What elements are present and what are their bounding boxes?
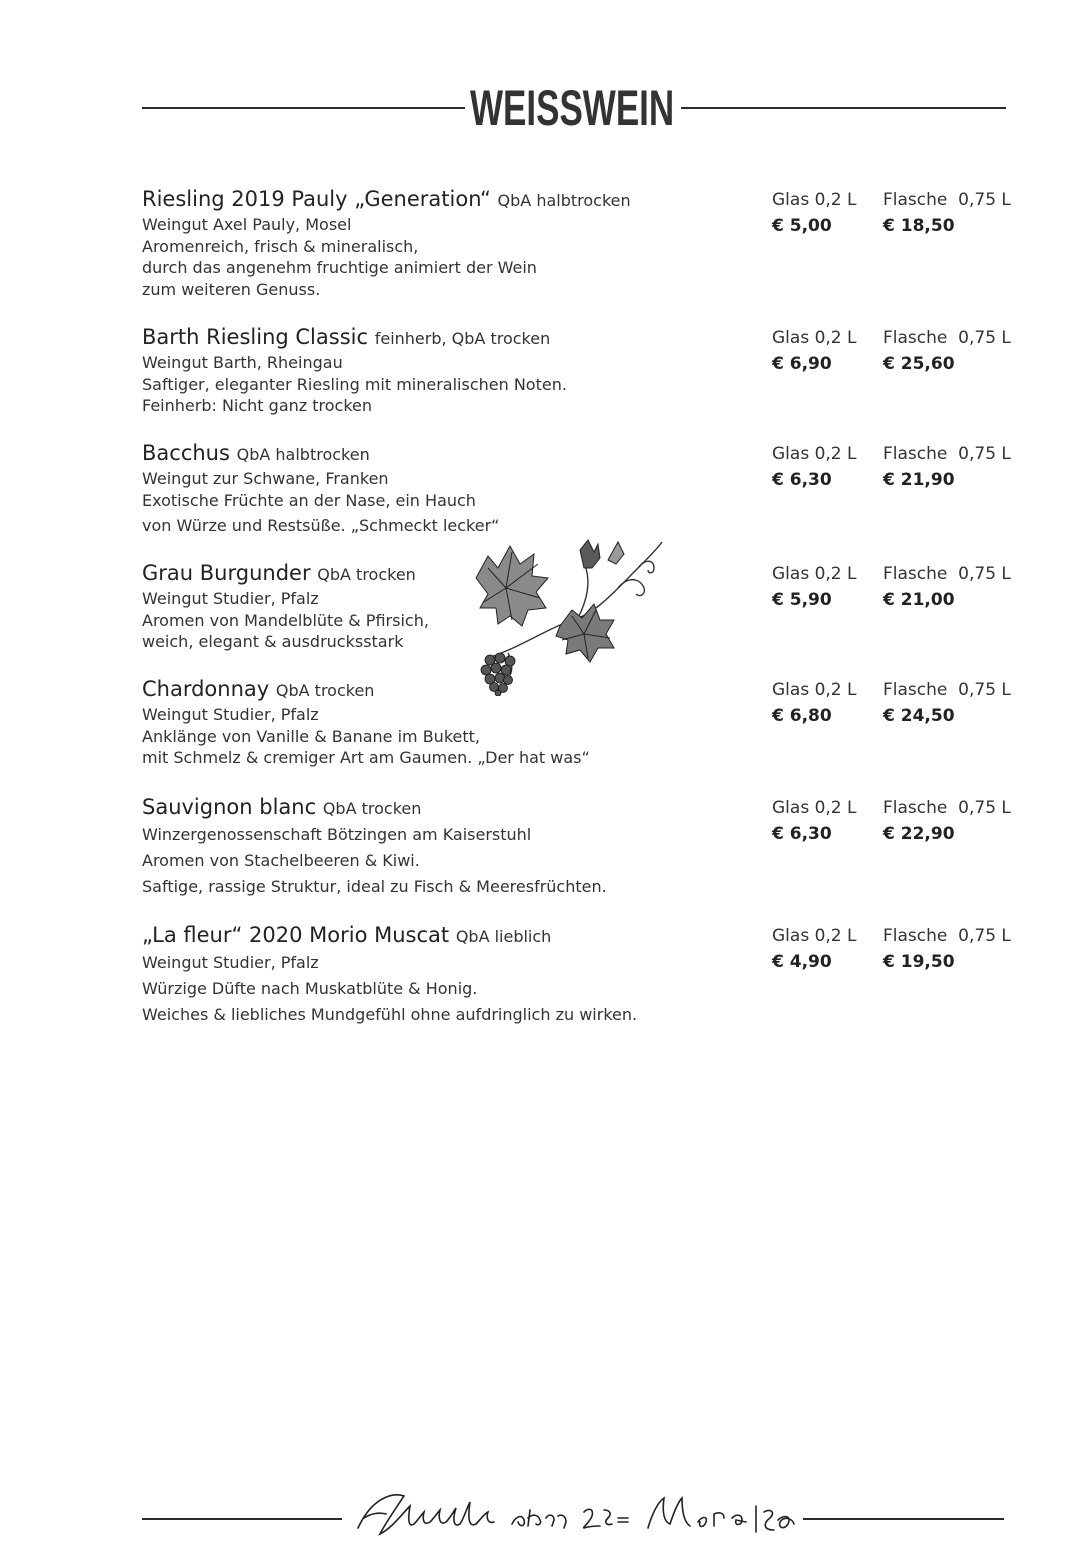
wine-quality: QbA trocken [317, 565, 416, 584]
tasting-note-line: Anklänge von Vanille & Banane im Bukett, [142, 726, 480, 746]
winery-line: Weingut Barth, Rheingau [142, 353, 343, 372]
wine-quality: QbA halbtrocken [497, 191, 631, 210]
winery-line: Weingut Studier, Pfalz [142, 589, 319, 608]
bottle-price: € 21,00 [883, 590, 955, 610]
tasting-note-line: weich, elegant & ausdrucksstark [142, 632, 404, 651]
wine-quality: QbA trocken [322, 799, 422, 818]
tasting-note-line: Aromen von Mandelblüte & Pfirsich, [142, 610, 429, 630]
glass-price-column [772, 797, 857, 845]
winery-line: Weingut Axel Pauly, Mosel [142, 215, 352, 234]
wine-name: Sauvignon blanc [142, 795, 317, 819]
winery-line: Winzergenossenschaft Bötzingen am Kaiserstuhl [142, 825, 532, 844]
bottle-price-column [883, 189, 1011, 237]
tasting-note-line: Aromenreich, frisch & mineralisch, [142, 236, 419, 256]
footer-rule-right [803, 1518, 1004, 1520]
bottle-size-label: Flasche 0,75 L [883, 798, 1011, 818]
wine-name: Bacchus [142, 441, 230, 465]
glass-size-label: Glas 0,2 L [772, 798, 857, 818]
tasting-note-line: Saftiger, eleganter Riesling mit mineralischen Noten. [142, 374, 567, 394]
bottle-price-column [883, 563, 1011, 611]
bottle-price: € 18,50 [883, 216, 955, 236]
bottle-price-column [883, 797, 1011, 845]
grapevine-illustration [468, 528, 664, 696]
glass-price-column [772, 189, 857, 237]
tasting-note-line: Weiches & liebliches Mundgefühl ohne aufdringlich zu wirken. [142, 1005, 638, 1024]
glass-price: € 6,90 [772, 354, 832, 374]
wine-name: Riesling 2019 Pauly „Generation“ [142, 187, 491, 211]
wine-quality: QbA trocken [275, 681, 375, 700]
winery-line: Weingut zur Schwane, Franken [142, 469, 389, 488]
bottle-size-label: Flasche 0,75 L [883, 444, 1011, 464]
winery-line: Weingut Studier, Pfalz [142, 705, 319, 724]
bottle-price: € 25,60 [883, 354, 955, 374]
wine-quality: QbA lieblich [455, 927, 552, 946]
glass-price-column [772, 679, 857, 727]
tasting-note-line: zum weiteren Genuss. [142, 279, 321, 299]
tasting-note-line: Aromen von Stachelbeeren & Kiwi. [142, 851, 420, 870]
bottle-price-column [883, 679, 1011, 727]
glass-size-label: Glas 0,2 L [772, 328, 857, 348]
bottle-size-label: Flasche 0,75 L [883, 190, 1011, 210]
bottle-price-column [883, 327, 1011, 375]
wine-entry [142, 186, 1082, 299]
glass-price-column [772, 327, 857, 375]
bottle-price: € 22,90 [883, 824, 955, 844]
header-rule-left [142, 107, 465, 109]
glass-size-label: Glas 0,2 L [772, 444, 857, 464]
wine-entry [142, 440, 1082, 535]
glass-size-label: Glas 0,2 L [772, 564, 857, 584]
tasting-note-line: Saftige, rassige Struktur, ideal zu Fisch & Meeresfrüchten. [142, 877, 607, 896]
glass-price-column [772, 925, 857, 973]
bottle-size-label: Flasche 0,75 L [883, 328, 1011, 348]
glass-price: € 6,30 [772, 470, 832, 490]
wine-quality: QbA halbtrocken [236, 445, 370, 464]
wine-entry [142, 922, 1082, 1024]
wine-name: Chardonnay [142, 677, 270, 701]
glass-price: € 6,80 [772, 706, 832, 726]
bottle-price: € 19,50 [883, 952, 955, 972]
wine-entry [142, 794, 1082, 896]
header-rule-right [681, 107, 1006, 109]
bottle-price: € 24,50 [883, 706, 955, 726]
bottle-price-column [883, 443, 1011, 491]
tasting-note-line: Würzige Düfte nach Muskatblüte & Honig. [142, 979, 478, 998]
signature-illustration [352, 1488, 797, 1544]
wine-entry [142, 324, 1082, 415]
glass-price-column [772, 443, 857, 491]
wine-quality: feinherb, QbA trocken [374, 329, 551, 348]
tasting-note-line: Exotische Früchte an der Nase, ein Hauch [142, 490, 476, 510]
wine-name: Grau Burgunder [142, 561, 311, 585]
bottle-price: € 21,90 [883, 470, 955, 490]
wine-name: Barth Riesling Classic [142, 325, 369, 349]
tasting-note-line: durch das angenehm fruchtige animiert der Wein [142, 258, 537, 277]
bottle-price-column [883, 925, 1011, 973]
glass-price: € 6,30 [772, 824, 832, 844]
glass-size-label: Glas 0,2 L [772, 680, 857, 700]
glass-price-column [772, 563, 857, 611]
wine-name: „La fleur“ 2020 Morio Muscat [142, 923, 450, 947]
footer-rule-left [142, 1518, 342, 1520]
bottle-size-label: Flasche 0,75 L [883, 926, 1011, 946]
tasting-note-line: mit Schmelz & cremiger Art am Gaumen. „Der hat was“ [142, 748, 590, 767]
glass-price: € 5,00 [772, 216, 832, 236]
tasting-note-line: Feinherb: Nicht ganz trocken [142, 396, 373, 415]
page-title: WEISSWEIN [470, 80, 675, 136]
winery-line: Weingut Studier, Pfalz [142, 953, 319, 972]
page-title-wrap [470, 80, 675, 140]
tasting-note-line: von Würze und Restsüße. „Schmeckt lecker“ [142, 516, 500, 535]
glass-price: € 4,90 [772, 952, 832, 972]
glass-price: € 5,90 [772, 590, 832, 610]
bottle-size-label: Flasche 0,75 L [883, 564, 1011, 584]
glass-size-label: Glas 0,2 L [772, 190, 857, 210]
bottle-size-label: Flasche 0,75 L [883, 680, 1011, 700]
glass-size-label: Glas 0,2 L [772, 926, 857, 946]
